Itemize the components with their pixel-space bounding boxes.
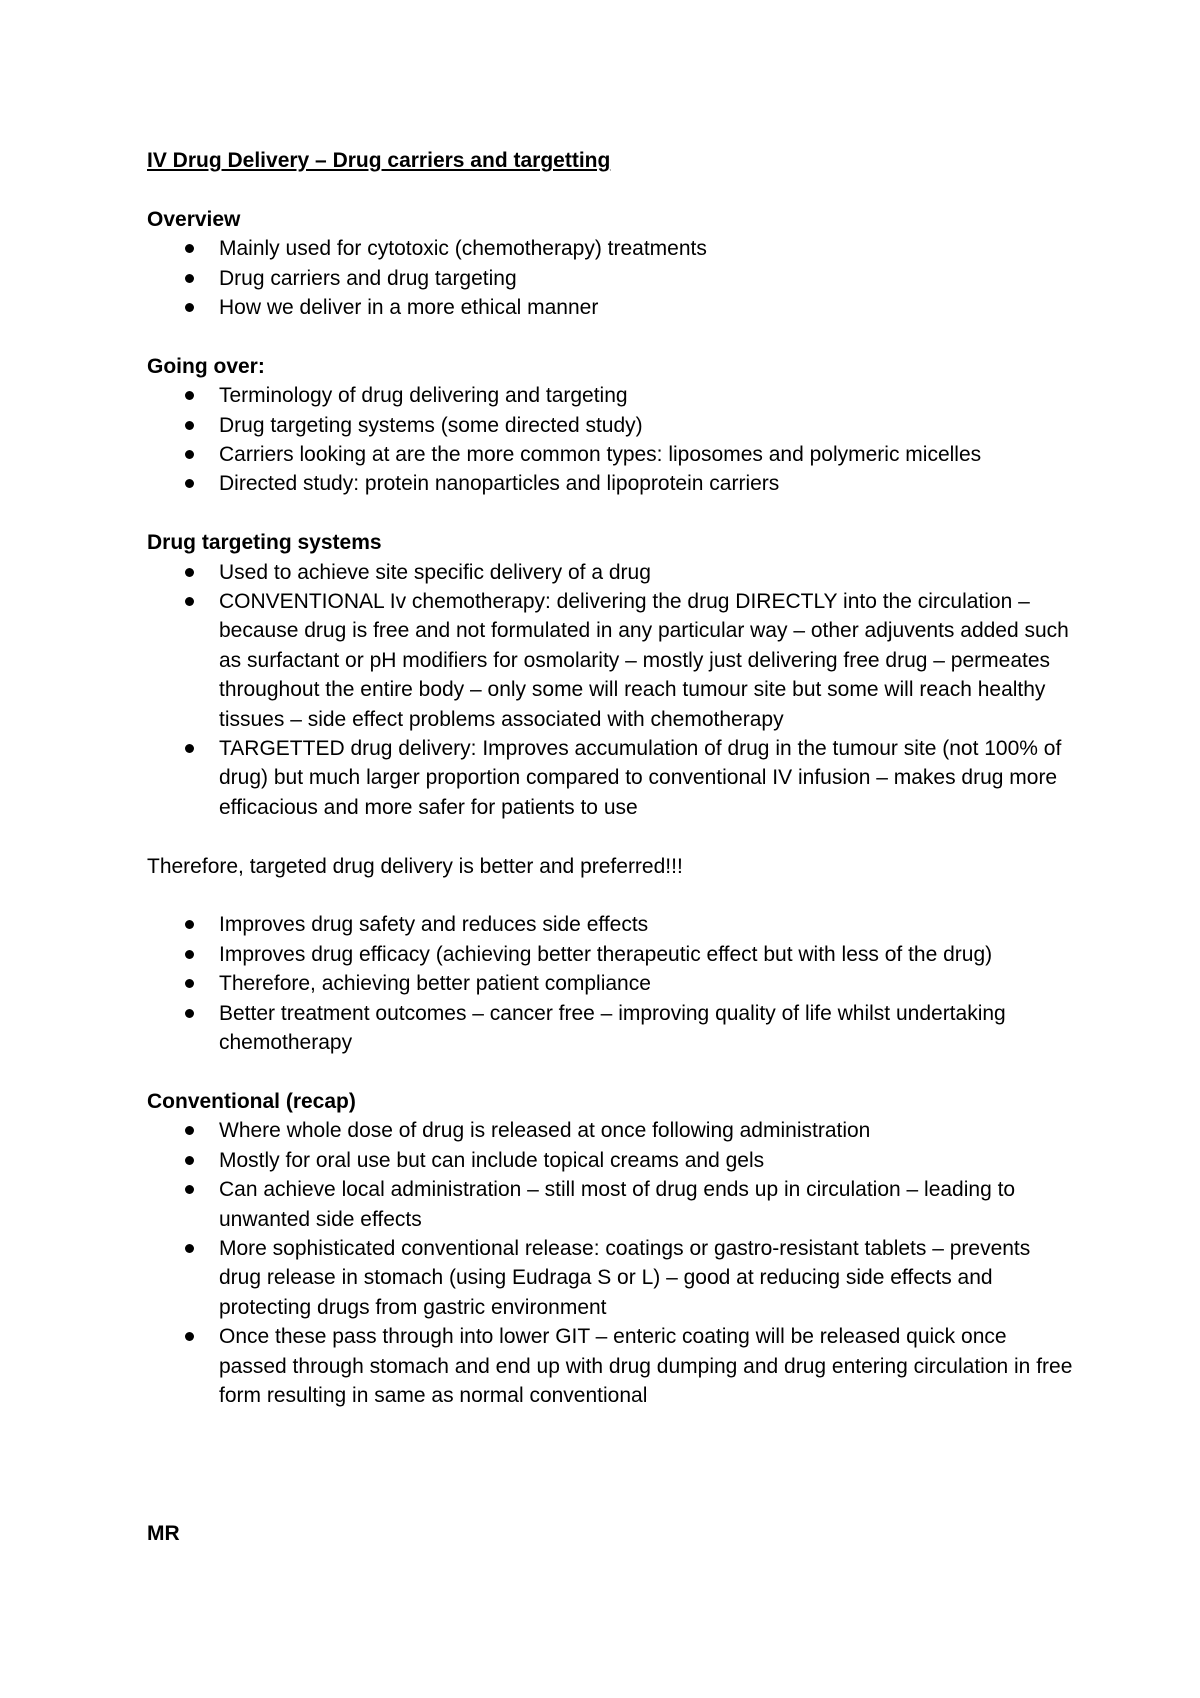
spacer	[147, 822, 1077, 851]
document-body	[147, 146, 1077, 1410]
spacer	[147, 175, 1077, 204]
list-item-text: CONVENTIONAL Iv chemotherapy: delivering the drug DIRECTLY into the circulation – because drug is free and not formulated in any particular way – other adjuvents added such as surfactant or pH modifiers for osmolarity – mostly just delivering free drug – permeates throughout the entire body – only some will reach tumour site but some will reach healthy tissues – side effect problems associated with chemotherapy	[219, 590, 1069, 731]
section-heading-conventional: Conventional (recap)	[147, 1089, 356, 1113]
bullet-icon	[185, 744, 194, 753]
benefits-list	[147, 910, 1077, 1057]
bullet-icon	[185, 1244, 194, 1253]
section-heading-drug-targeting: Drug targeting systems	[147, 531, 382, 555]
bullet-icon	[185, 244, 194, 253]
list-item-text: Improves drug efficacy (achieving better therapeutic effect but with less of the drug)	[219, 942, 993, 966]
list-item-text: Mainly used for cytotoxic (chemotherapy) treatments	[219, 237, 707, 261]
bullet-icon	[185, 568, 194, 577]
list-item-text: Where whole dose of drug is released at once following administration	[219, 1119, 871, 1143]
list-item-text: Mostly for oral use but can include topical creams and gels	[219, 1148, 765, 1172]
bullet-icon	[185, 274, 194, 283]
bullet-icon	[185, 303, 194, 312]
list-item	[147, 1116, 1077, 1145]
list-item	[147, 293, 1077, 322]
bullet-icon	[185, 421, 194, 430]
list-item-text: Used to achieve site specific delivery of a drug	[219, 560, 651, 584]
list-item	[147, 969, 1077, 998]
conventional-list	[147, 1116, 1077, 1410]
list-item	[147, 1322, 1077, 1410]
section-heading-overview: Overview	[147, 207, 241, 231]
list-item	[147, 1175, 1077, 1234]
document-title: IV Drug Delivery – Drug carriers and targetting	[147, 149, 611, 172]
list-item	[147, 264, 1077, 293]
list-item	[147, 469, 1077, 498]
bullet-icon	[185, 1332, 194, 1341]
bullet-icon	[185, 479, 194, 488]
spacer	[147, 499, 1077, 528]
bullet-icon	[185, 1009, 194, 1018]
bullet-icon	[185, 950, 194, 959]
list-item	[147, 910, 1077, 939]
footer-initials: MR	[147, 1522, 180, 1545]
list-item-text: Drug carriers and drug targeting	[219, 266, 517, 290]
list-item	[147, 381, 1077, 410]
section-heading-going-over: Going over:	[147, 354, 265, 378]
list-item-text: TARGETTED drug delivery: Improves accumulation of drug in the tumour site (not 100% of drug) but much larger proportion compared to conventional IV infusion – makes drug more efficacious and more safer for patients to use	[219, 737, 1062, 819]
bullet-icon	[185, 979, 194, 988]
list-item	[147, 558, 1077, 587]
list-item-text: Carriers looking at are the more common types: liposomes and polymeric micelles	[219, 443, 982, 467]
drug-targeting-list	[147, 558, 1077, 823]
list-item	[147, 734, 1077, 822]
list-item	[147, 1146, 1077, 1175]
list-item	[147, 234, 1077, 263]
list-item	[147, 940, 1077, 969]
bullet-icon	[185, 920, 194, 929]
bullet-icon	[185, 597, 194, 606]
list-item-text: More sophisticated conventional release: coatings or gastro-resistant tablets – prevents drug release in stomach (using Eudraga S or L) – good at reducing side effects and protecting drugs from gastric environment	[219, 1236, 1031, 1319]
going-over-list	[147, 381, 1077, 499]
bullet-icon	[185, 1126, 194, 1135]
list-item-text: Once these pass through into lower GIT – enteric coating will be released quick once passed through stomach and end up with drug dumping and drug entering circulation in free form resulting in same as normal conventional	[219, 1325, 1073, 1407]
list-item	[147, 587, 1077, 734]
list-item-text: Can achieve local administration – still most of drug ends up in circulation – leading to unwanted side effects	[219, 1178, 1016, 1231]
list-item	[147, 411, 1077, 440]
spacer	[147, 1058, 1077, 1087]
list-item-text: Drug targeting systems (some directed study)	[219, 413, 643, 437]
overview-list	[147, 234, 1077, 322]
spacer	[147, 322, 1077, 351]
list-item-text: Terminology of drug delivering and targeting	[219, 384, 628, 408]
bullet-icon	[185, 391, 194, 400]
list-item-text: Directed study: protein nanoparticles and lipoprotein carriers	[219, 472, 780, 496]
bullet-icon	[185, 1156, 194, 1165]
list-item	[147, 440, 1077, 469]
list-item-text: Improves drug safety and reduces side effects	[219, 913, 649, 937]
conclusion-paragraph: Therefore, targeted drug delivery is better and preferred!!!	[147, 854, 683, 878]
bullet-icon	[185, 450, 194, 459]
list-item	[147, 1234, 1077, 1322]
list-item	[147, 999, 1077, 1058]
list-item-text: How we deliver in a more ethical manner	[219, 296, 599, 320]
list-item-text: Therefore, achieving better patient compliance	[219, 972, 651, 996]
list-item-text: Better treatment outcomes – cancer free – improving quality of life whilst undertaking chemotherapy	[219, 1001, 1006, 1055]
bullet-icon	[185, 1185, 194, 1194]
spacer	[147, 881, 1077, 910]
